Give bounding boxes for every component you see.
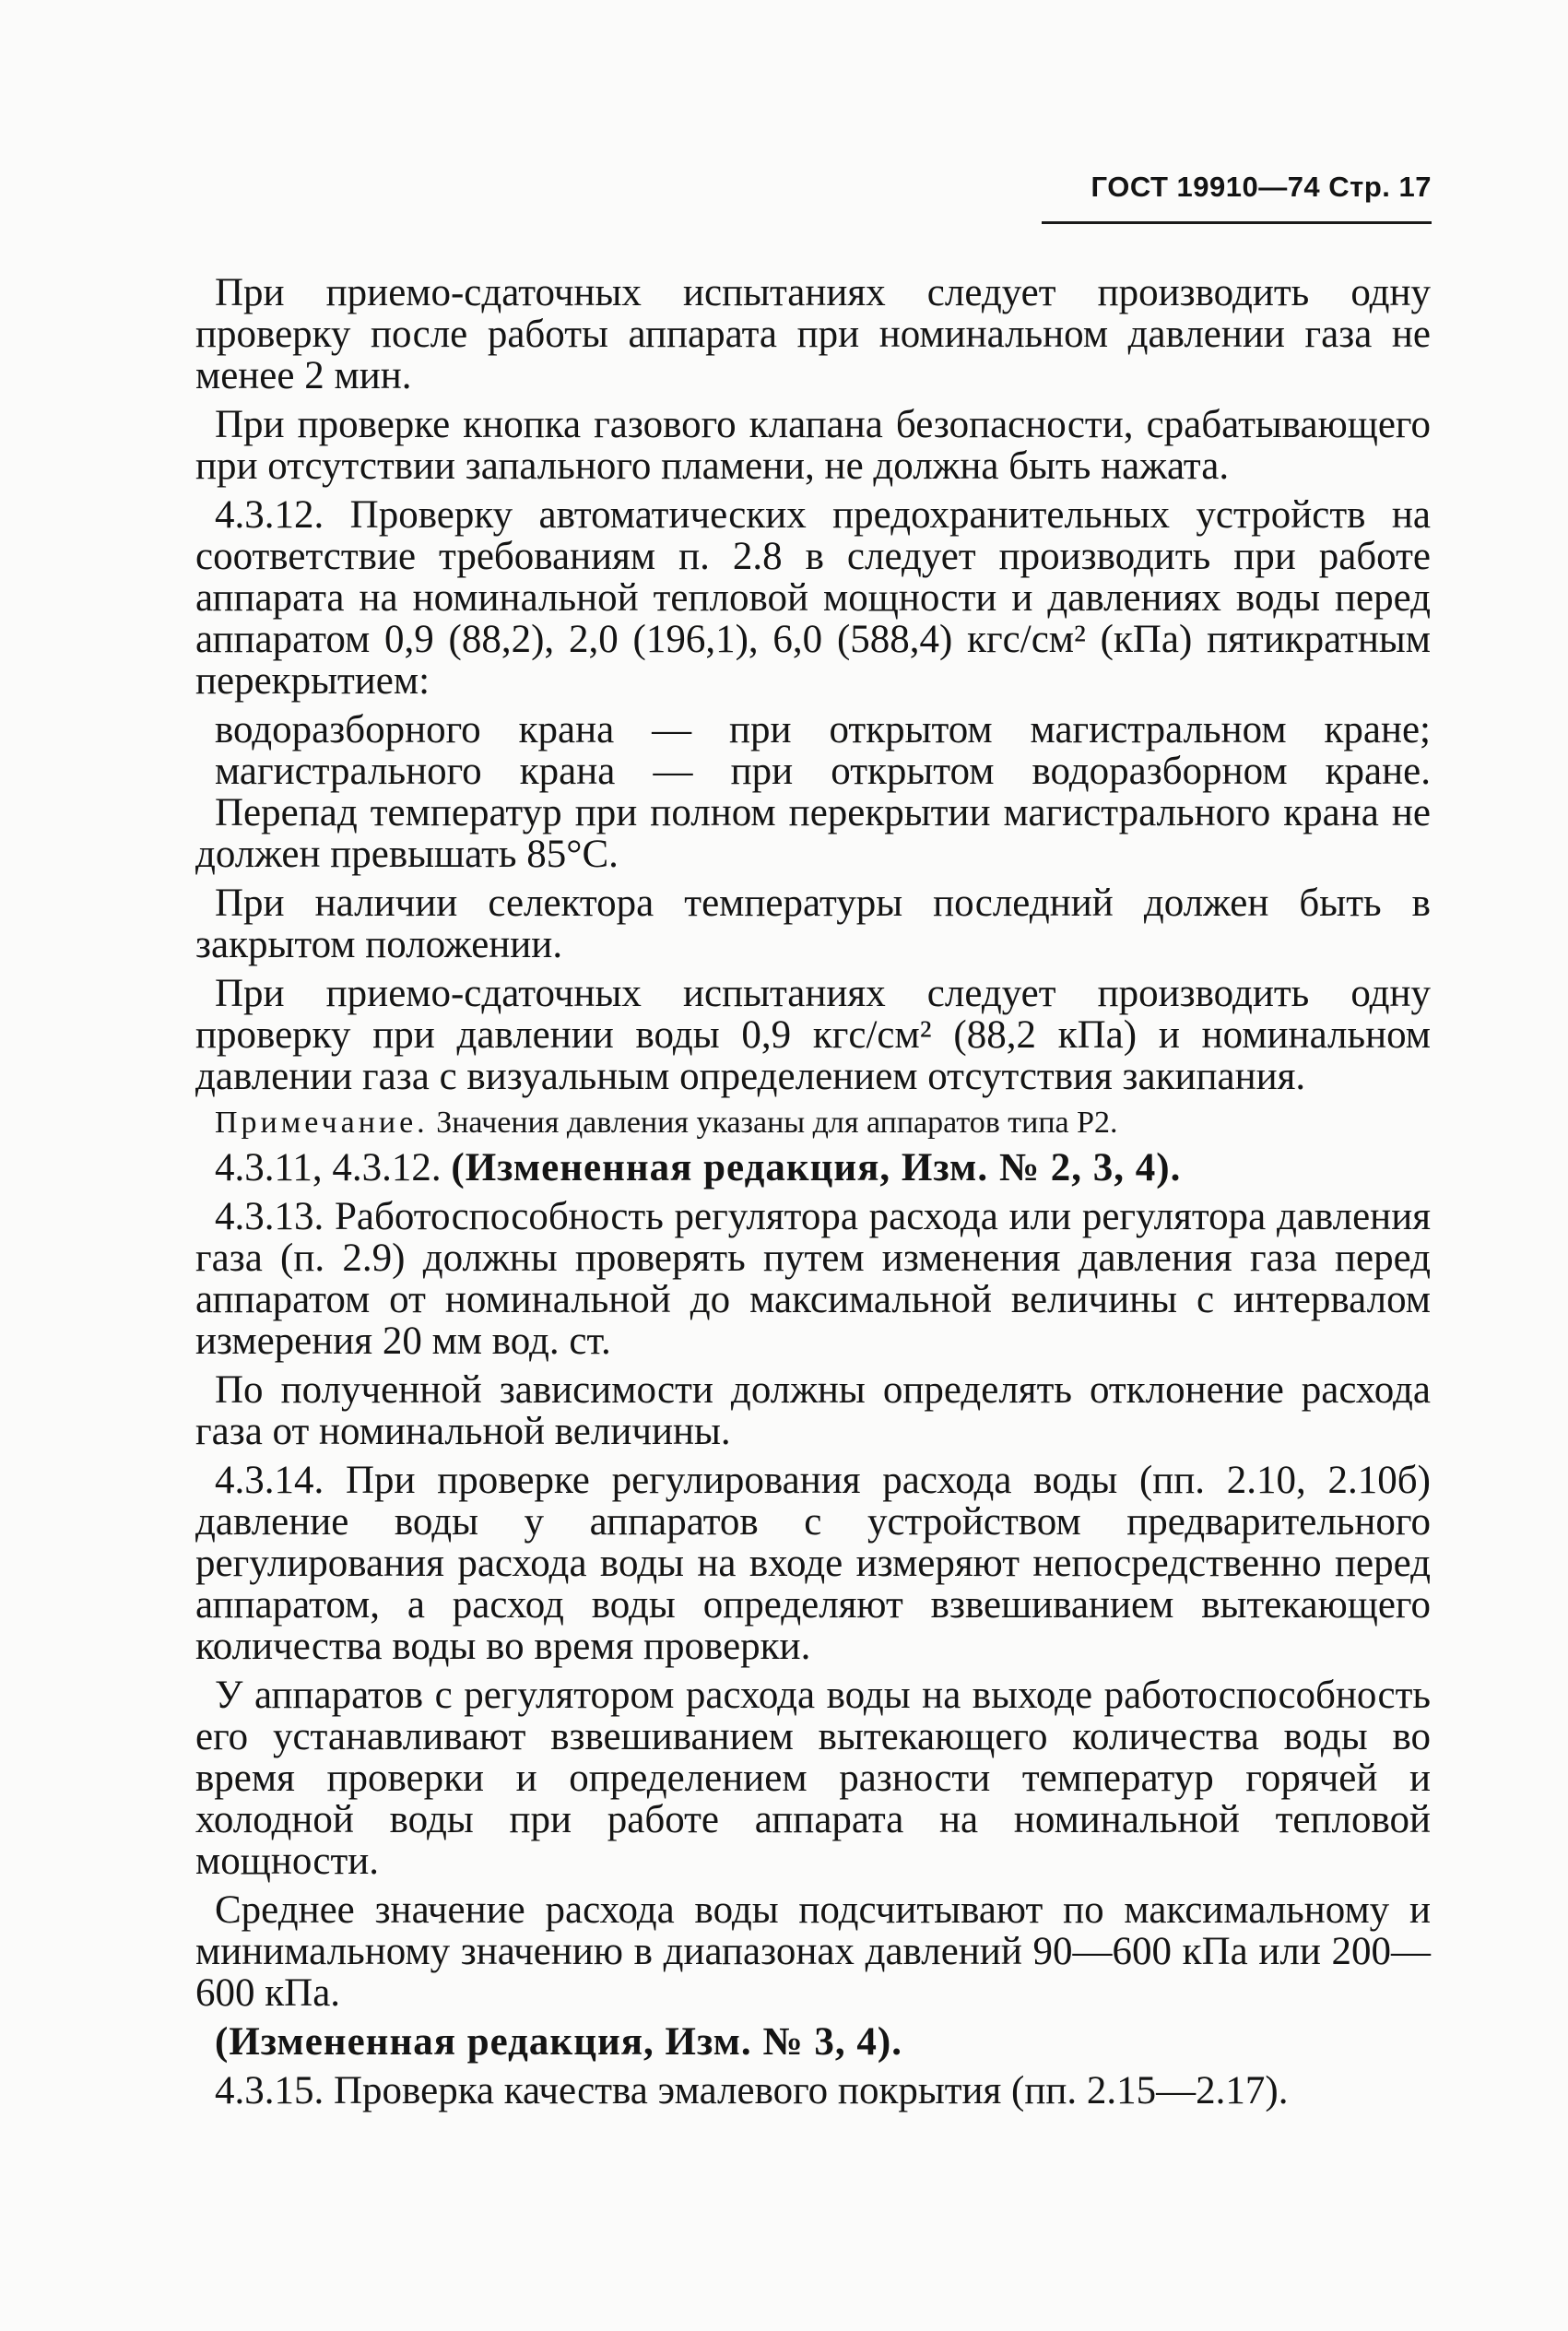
paragraph: При наличии селектора температуры последний должен быть в закрытом положении. [195, 882, 1431, 966]
amendment-ref: 4.3.11, 4.3.12. [215, 1146, 442, 1189]
document-body [195, 272, 1431, 2119]
paragraph: При приемо-сдаточных испытаниях следует производить одну проверку при давлении воды 0,9 кгс/см² (88,2 кПа) и номинальном давлении газа с визуальным определением отсутствия закипания. [195, 972, 1431, 1098]
page-header: ГОСТ 19910—74 Стр. 17 [1091, 171, 1432, 203]
paragraph: При приемо-сдаточных испытаниях следует производить одну проверку после работы аппарата при номинальном давлении газа не менее 2 мин. [195, 271, 1431, 397]
note-text: Значения давления указаны для аппаратов типа Р2. [436, 1106, 1118, 1140]
amendment-line: (Измененная редакция, Изм. № 3, 4). [215, 2020, 902, 2064]
paragraph: У аппаратов с регулятором расхода воды на выходе работоспособность его устанавливают взвешиванием вытекающего количества воды во время проверки и определением разности температур горячей и холодной воды при работе аппарата на номинальной тепловой мощности. [195, 1674, 1431, 1883]
paragraph: При проверке кнопка газового клапана безопасности, срабатывающего при отсутствии запального пламени, не должна быть нажата. [195, 403, 1431, 488]
list-item: магистрального крана — при открытом водоразборном кране. [215, 750, 1431, 793]
list-item: водоразборного крана — при открытом магистральном кране; [215, 708, 1431, 751]
paragraph-4-3-13: 4.3.13. Работоспособность регулятора расхода или регулятора давления газа (п. 2.9) должны проверять путем изменения давления газа перед аппаратом от номинальной до максимальной величины с интервалом измерения 20 мм вод. ст. [195, 1195, 1431, 1363]
note [195, 1105, 1431, 1142]
amendment-text: (Измененная редакция, Изм. № 2, 3, 4). [451, 1146, 1182, 1189]
paragraph-4-3-14: 4.3.14. При проверке регулирования расхода воды (пп. 2.10, 2.10б) давление воды у аппаратов с устройством предварительного регулирования расхода воды на входе измеряют непосредственно перед аппаратом, а расход воды определяют взвешиванием вытекающего количества воды во время проверки. [195, 1459, 1431, 1668]
paragraph-4-3-15: 4.3.15. Проверка качества эмалевого покрытия (пп. 2.15—2.17). [215, 2069, 1289, 2112]
amendment-line [195, 1147, 1431, 1189]
paragraph: Перепад температур при полном перекрытии магистрального крана не должен превышать 85°С. [195, 791, 1431, 876]
paragraph: По полученной зависимости должны определять отклонение расхода газа от номинальной величины. [195, 1368, 1431, 1453]
paragraph-4-3-12: 4.3.12. Проверку автоматических предохранительных устройств на соответствие требованиям п. 2.8 в следует производить при работе аппарата на номинальной тепловой мощности и давлениях воды перед аппаратом 0,9 (88,2), 2,0 (196,1), 6,0 (588,4) кгс/см² (кПа) пятикратным перекрытием: [195, 493, 1431, 703]
note-label: Примечание. [215, 1106, 429, 1140]
paragraph: Среднее значение расхода воды подсчитывают по максимальному и минимальному значению в диапазонах давлений 90—600 кПа или 200—600 кПа. [195, 1888, 1431, 2015]
header-rule [1042, 221, 1432, 224]
